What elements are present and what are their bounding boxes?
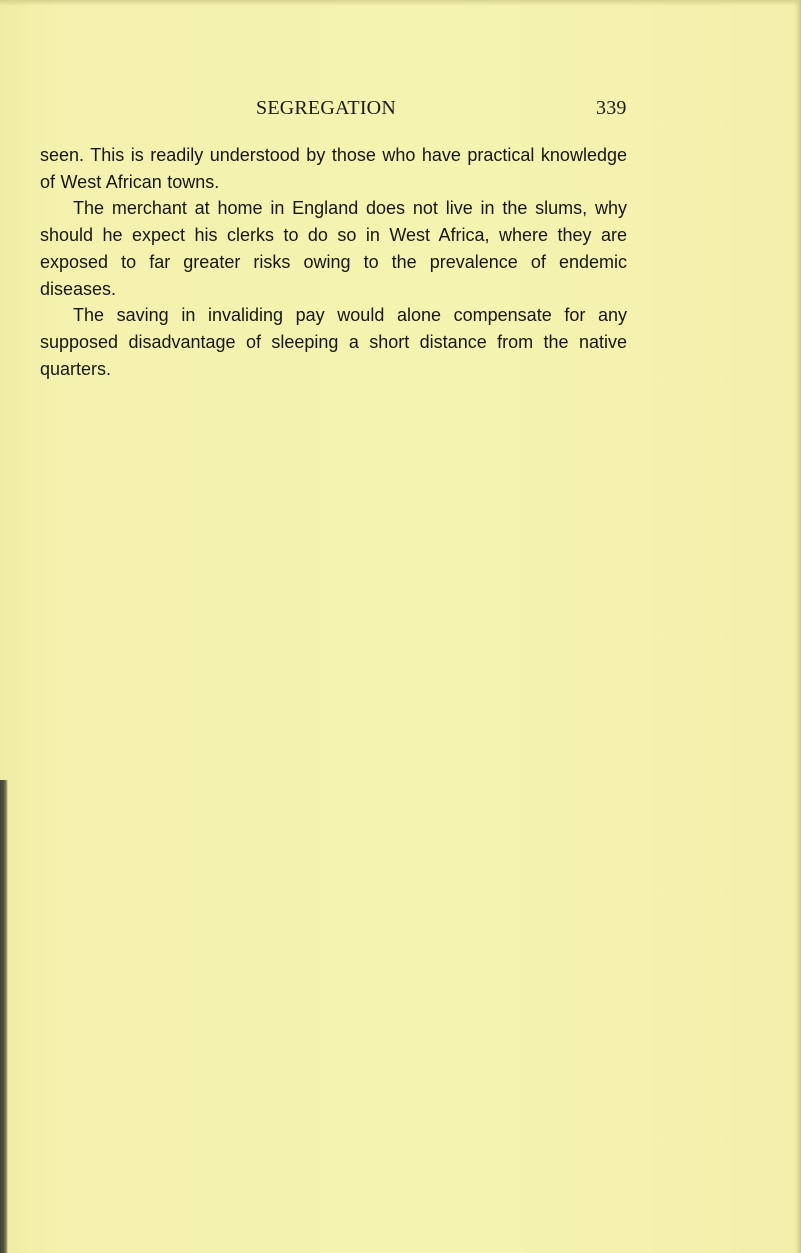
running-head bbox=[0, 97, 801, 127]
paragraph-2: The merchant at home in England does not live in the slums, why should he expect his clerks to do so in West Africa, where they are exposed to far greater risks owing to the prevalence of endemic diseases. bbox=[40, 198, 627, 299]
page-right-edge bbox=[795, 0, 801, 1253]
body-text bbox=[40, 142, 627, 382]
paragraph-3: The saving in invaliding pay would alone compensate for any supposed disadvantage of sleeping a short distance from the native quarters. bbox=[40, 305, 627, 379]
running-head-title: SEGREGATION bbox=[256, 97, 396, 119]
page-binding-shadow bbox=[0, 780, 8, 1253]
paragraph-1: seen. This is readily understood by those who have practical knowledge of West African towns. bbox=[40, 145, 627, 192]
page-top-edge bbox=[0, 0, 801, 6]
page-number: 339 bbox=[596, 97, 627, 119]
